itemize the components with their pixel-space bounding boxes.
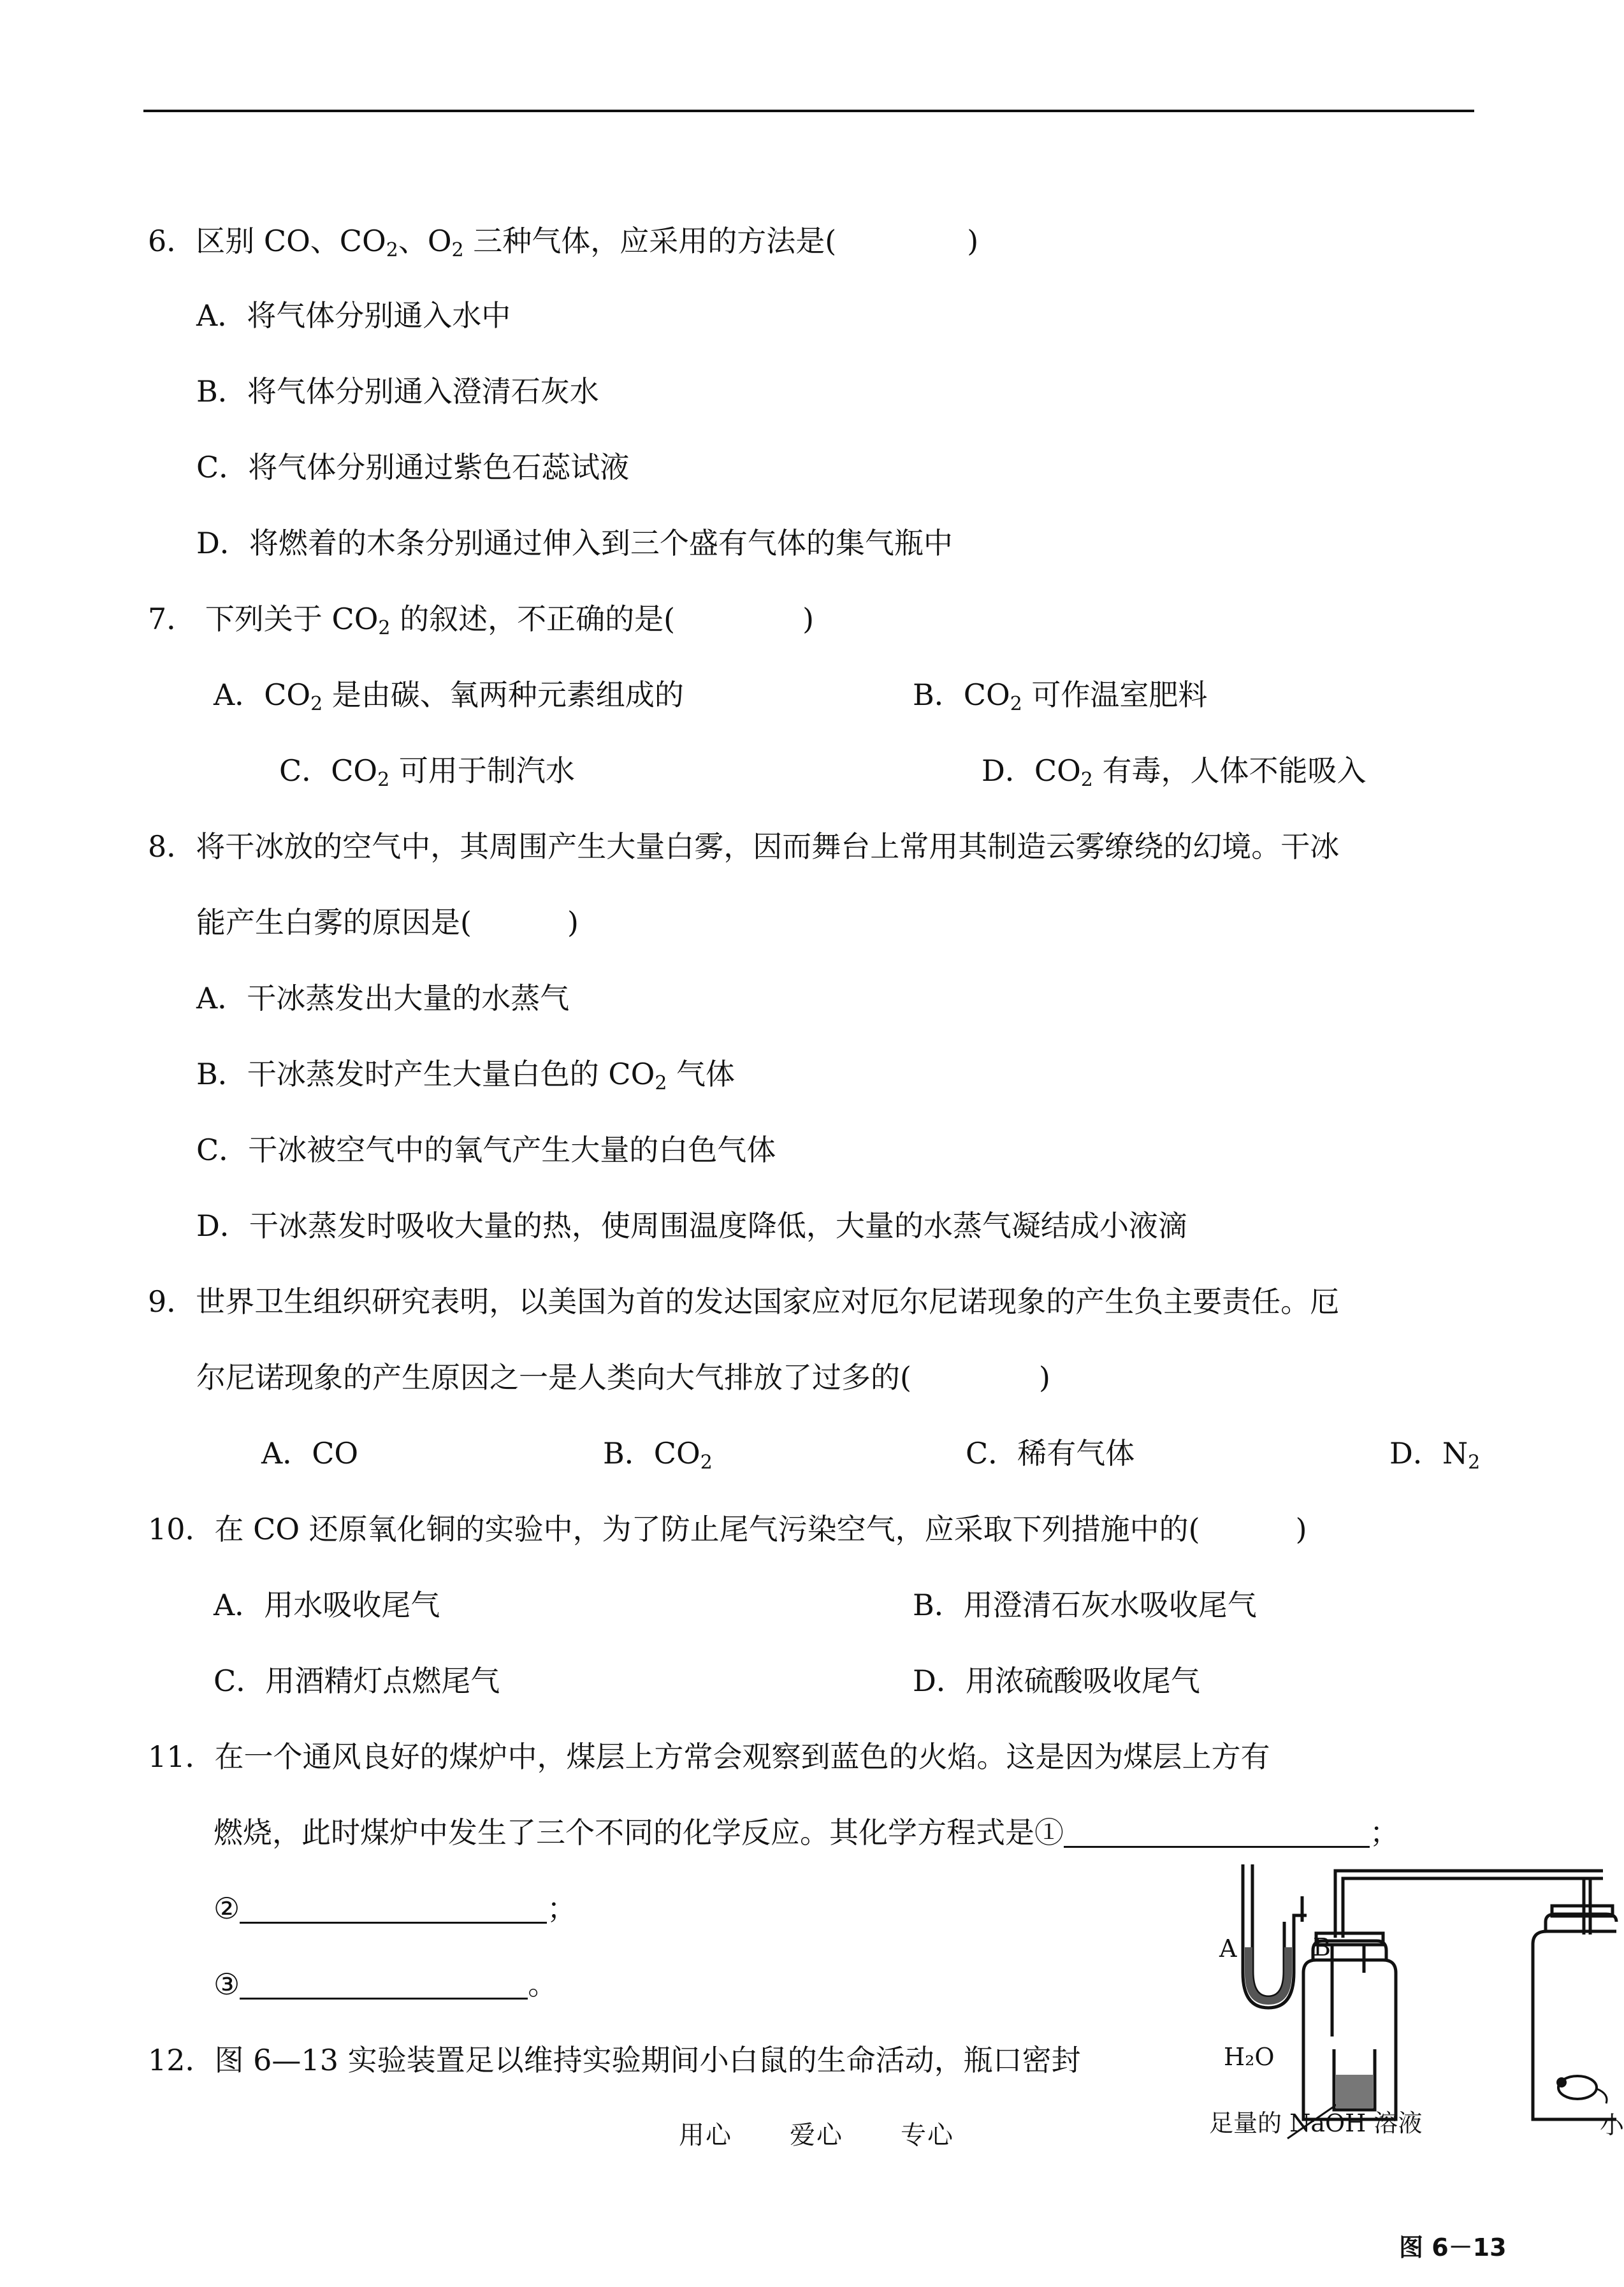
q8-option-b: B．干冰蒸发时产生大量白色的 $CO_2$ 气体	[196, 1057, 736, 1094]
q9-option-c: C．稀有气体	[966, 1436, 1135, 1470]
q8-option-a: A．干冰蒸发出大量的水蒸气	[196, 981, 570, 1015]
q12-stem: 12．图 6—13 实验装置足以维持实验期间小白鼠的生命活动，瓶口密封	[148, 2043, 1081, 2077]
q10-stem: 10．在 CO 还原氧化铜的实验中，为了防止尾气污染空气，应采取下列措施中的( )	[148, 1512, 1307, 1546]
q9-option-d: D．$N_2$	[1389, 1436, 1481, 1474]
q9-option-b: B．$CO_2$	[603, 1436, 713, 1474]
q7-option-a: A．$CO_2$ 是由碳、氧两种元素组成的	[214, 678, 684, 715]
q8-option-c: C．干冰被空气中的氧气产生大量的白色气体	[196, 1133, 776, 1167]
apparatus-figure	[1208, 1858, 1624, 2284]
q7-option-d: D．$CO_2$ 有毒，人体不能吸入	[982, 753, 1367, 791]
q10-option-a: A．用水吸收尾气	[214, 1588, 440, 1622]
label-b: B	[1313, 1933, 1331, 1961]
q8-option-d: D．干冰蒸发时吸收大量的热，使周围温度降低，大量的水蒸气凝结成小液滴	[196, 1209, 1187, 1243]
label-small: 小	[1600, 2111, 1624, 2139]
q6-option-d: D．将燃着的木条分别通过伸入到三个盛有气体的集气瓶中	[196, 526, 953, 560]
q11-line-3: ③ 。	[214, 1967, 558, 2001]
label-a: A	[1219, 1935, 1237, 1963]
q6-stem: 6．区别 CO、$CO_2$、$O_2$ 三种气体，应采用的方法是( )	[148, 224, 979, 261]
q9-stem-line2: 尔尼诺现象的产生原因之一是人类向大气排放了过多的( )	[196, 1360, 1050, 1395]
q10-option-b: B．用澄清石灰水吸收尾气	[913, 1588, 1257, 1622]
q8-stem-line2: 能产生白雾的原因是( )	[196, 905, 579, 940]
q9-option-a: A．CO	[261, 1436, 359, 1470]
q10-option-d: D．用浓硫酸吸收尾气	[913, 1664, 1200, 1698]
figure-caption: 图 6－13	[1399, 2233, 1507, 2262]
q11-stem-line2: 燃烧，此时煤炉中发生了三个不同的化学反应。其化学方程式是① ；	[214, 1815, 1399, 1850]
header-rule	[143, 110, 1474, 112]
label-naoh: 足量的 NaOH 溶液	[1209, 2109, 1423, 2137]
q11-blank-2[interactable]	[240, 1892, 547, 1924]
q11-blank-3[interactable]	[240, 1968, 528, 2000]
q6-option-c: C．将气体分别通过紫色石蕊试液	[196, 450, 630, 484]
q11-line-2: ② ；	[214, 1891, 577, 1926]
q11-blank-1[interactable]	[1064, 1817, 1370, 1848]
apparatus-drawing	[1208, 1858, 1616, 2284]
q8-stem-line1: 8．将干冰放的空气中，其周围产生大量白雾，因而舞台上常用其制造云雾缭绕的幻境。干冰	[148, 829, 1340, 864]
label-water: H₂O	[1224, 2043, 1275, 2071]
q6-option-a: A．将气体分别通入水中	[196, 298, 511, 333]
q7-option-c: C．$CO_2$ 可用于制汽水	[279, 753, 575, 791]
q7-stem: 7． 下列关于 $CO_2$ 的叙述，不正确的是( )	[148, 602, 815, 639]
q11-stem-line1: 11．在一个通风良好的煤炉中，煤层上方常会观察到蓝色的火焰。这是因为煤层上方有	[148, 1739, 1270, 1774]
q6-option-b: B．将气体分别通入澄清石灰水	[196, 374, 599, 409]
q7-option-b: B．$CO_2$ 可作温室肥料	[913, 678, 1208, 715]
q10-option-c: C．用酒精灯点燃尾气	[214, 1664, 500, 1698]
q9-stem-line1: 9．世界卫生组织研究表明，以美国为首的发达国家应对厄尔尼诺现象的产生负主要责任。厄	[148, 1284, 1340, 1319]
page-footer: 用心 爱心 专心	[679, 2121, 954, 2150]
